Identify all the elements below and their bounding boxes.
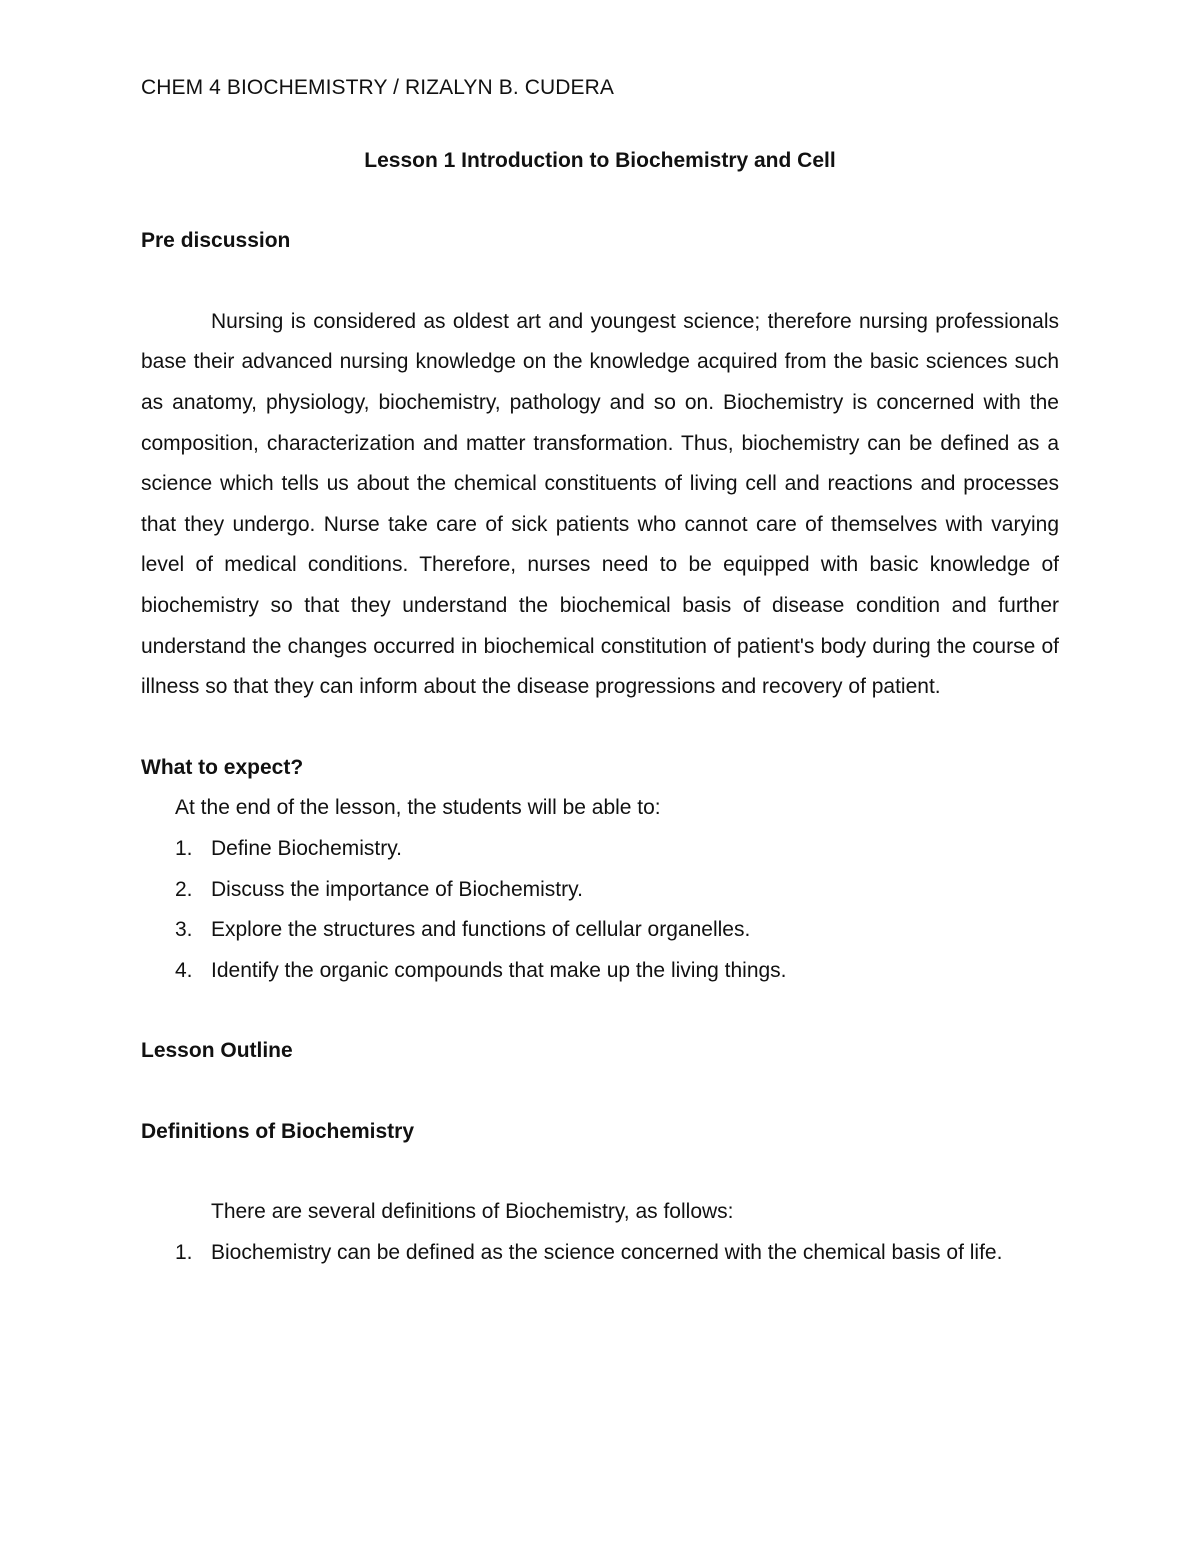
list-item [141,829,1059,870]
pre-discussion-heading: Pre discussion [141,229,291,253]
definitions-heading: Definitions of Biochemistry [141,1119,415,1143]
list-item-text: Biochemistry can be defined as the science concerned with the chemical basis of life. [211,1241,1003,1265]
definitions-intro: There are several definitions of Biochemistry, as follows: [211,1200,734,1224]
list-item-text: Discuss the importance of Biochemistry. [211,877,583,901]
definitions-list [141,1233,1059,1274]
lesson-title: Lesson 1 Introduction to Biochemistry and Cell [364,148,836,172]
lesson-outline-heading: Lesson Outline [141,1039,293,1063]
list-item [141,910,1059,951]
course-header: CHEM 4 BIOCHEMISTRY / RIZALYN B. CUDERA [141,76,614,99]
objectives-list [141,829,1059,991]
objectives-intro: At the end of the lesson, the students will be able to: [175,796,661,820]
list-number: 1. [175,1241,193,1265]
list-item [141,1233,1059,1274]
list-number: 4. [175,958,193,982]
list-item-text: Define Biochemistry. [211,836,403,860]
list-item-text: Identify the organic compounds that make up the living things. [211,958,787,982]
list-item [141,870,1059,911]
list-item-text: Explore the structures and functions of cellular organelles. [211,918,751,942]
list-number: 3. [175,918,193,942]
list-number: 1. [175,836,193,860]
what-to-expect-heading: What to expect? [141,755,304,779]
pre-discussion-paragraph: Nursing is considered as oldest art and youngest science; therefore nursing professionals base their advanced nursing knowledge on the knowledge acquired from the basic sciences such as anatomy, physiology, biochemistry, pathology and so on. Biochemistry is concerned with the composition, characterization and matter transformation. Thus, biochemistry can be defined as a science which tells us about the chemical constituents of living cell and reactions and processes that they undergo. Nurse take care of sick patients who cannot care of themselves with varying level of medical conditions. Therefore, nurses need to be equipped with basic knowledge of biochemistry so that they understand the biochemical basis of disease condition and further understand the changes occurred in biochemical constitution of patient's body during the course of illness so that they can inform about the disease progressions and recovery of patient. [141,309,1059,699]
list-number: 2. [175,877,193,901]
list-item [141,951,1059,992]
page-content [141,68,1059,1274]
